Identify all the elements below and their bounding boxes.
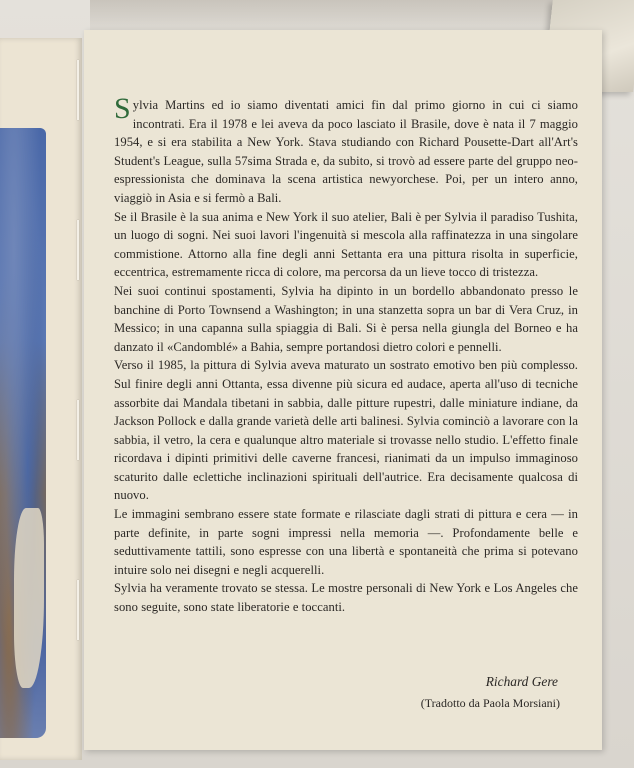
paragraph-3: Nei suoi continui spostamenti, Sylvia ha dipinto in un bordello abbandonato presso le banchine di Porto Townsend a Washington; in una stanzetta sopra un bar di Vera Cruz, in Messico; in una capanna sulla spiaggia di Bali. Si è persa nella giungla del Borneo e ha danzato il «Candomblé» a Bahia, sempre portandosi dietro colori e pennelli. (114, 283, 578, 354)
article-text (114, 92, 578, 617)
drop-cap: S (114, 92, 131, 125)
paragraph-4: Verso il 1985, la pittura di Sylvia aveva maturato un sostrato emotivo ben più complesso. Sul finire degli anni Ottanta, essa divenne più sicura ed audace, aperta all'uso di tecniche assorbite dai Mandala tibetani in sabbia, dalle pitture rupestri, dalle miniature indiane, da Jackson Pollock e dalla grande varietà delle arti balinesi. Sylvia cominciò a lavorare con la sabbia, il vetro, la cera e qualunque altro materiale si trovasse nello studio. L'effetto finale ricordava i dipinti primitivi delle caverne francesi, rianimati da un impulso immaginoso scaturito dalle eclettiche inclinazioni spirituali dell'autrice. Era decisamente qualcosa di nuovo. (114, 358, 578, 503)
paragraph-5: Le immagini sembrano essere state formate e rilasciate dagli strati di pittura e cera — in parte definite, in parte sogni impressi nella memoria —. Profondamente belle e seduttivamente tattili, sono espresse con una libertà e spontaneità che prima si potevano intuire solo nei disegni e negli acquerelli. (114, 507, 578, 577)
binding-stitch (77, 580, 79, 640)
binding-stitch (77, 60, 79, 120)
left-page (0, 38, 82, 760)
torn-paper-patch (14, 508, 44, 688)
paragraph-1 (114, 92, 578, 208)
paragraph-2: Se il Brasile è la sua anima e New York il suo atelier, Bali è per Sylvia il paradiso Tushita, un luogo di sogni. Nei suoi lavori l'ingenuità si mescola alla raffinatezza in una singolare commistione. Attorno alla fine degli anni Settanta era una pittura risolta in superficie, eccentrica, estremamente ricca di colore, ma percorsa da un lieve tocco di tristezza. (114, 209, 578, 280)
translator-credit: (Tradotto da Paola Morsiani) (420, 696, 560, 710)
binding-stitch (77, 220, 79, 280)
paragraph-1-text: ylvia Martins ed io siamo diventati amici fin dal primo giorno in cui ci siamo incontrati. Era il 1978 e lei aveva da poco lasciato il Brasile, dove è nata il 7 maggio 1954, e si era stabilita a New York. Stava studiando con Richard Pousette-Dart all'Art's Student's League, sulla 57sima Strada e, da subito, si trovò ad essere parte del gruppo neo-espressionista che dominava la scena artistica newyorchese. Poi, per un intero anno, viaggiò in Asia e si fermò a Bali. (114, 98, 578, 205)
author-signature: Richard Gere (485, 674, 558, 689)
binding-stitch (77, 400, 79, 460)
paragraph-6: Sylvia ha veramente trovato se stessa. Le mostre personali di New York e Los Angeles che sono seguite, sono state liberatorie e toccanti. (114, 581, 578, 615)
text-page (84, 30, 602, 750)
